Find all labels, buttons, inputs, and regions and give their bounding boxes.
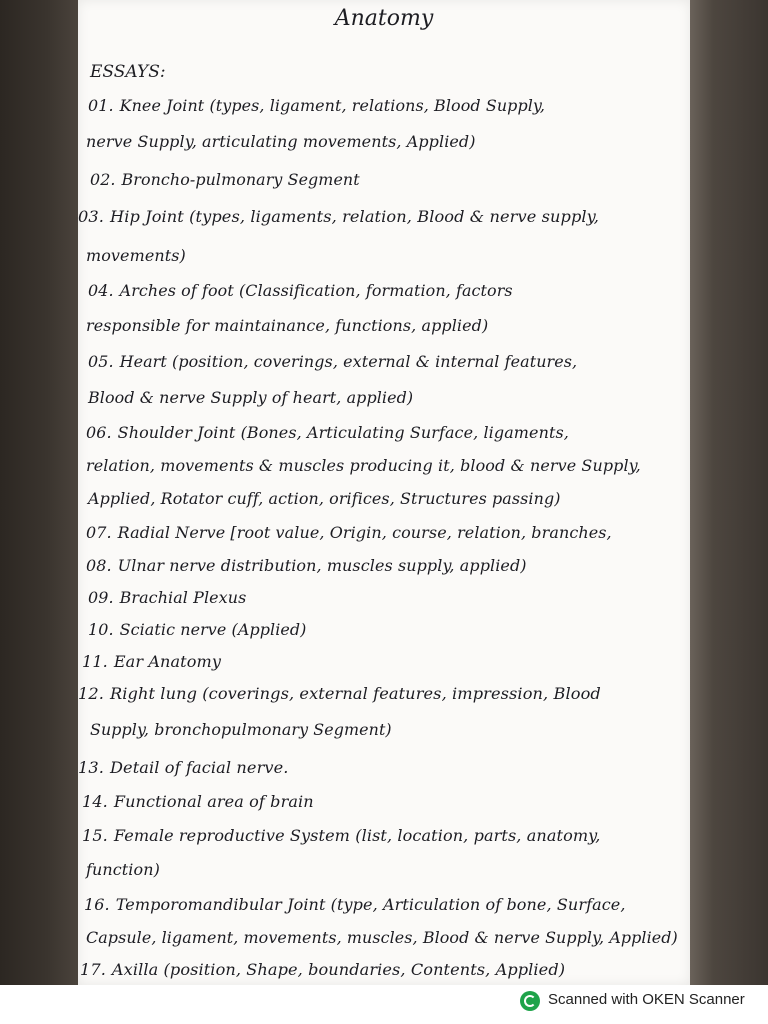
essay-line [78,456,698,475]
essay-number: 01. [88,96,114,115]
essay-text: Shoulder Joint (Bones, Articulating Surface, ligaments, [117,423,569,442]
essay-text: Ulnar nerve distribution, muscles supply, applied) [117,556,527,575]
essay-line [78,556,698,575]
essay-number: 02. [90,170,116,189]
essay-text: Axilla (position, Shape, boundaries, Contents, Applied) [111,960,566,979]
essay-text: Blood & nerve Supply of heart, applied) [88,388,414,407]
essay-text: Sciatic nerve (Applied) [119,620,307,639]
essay-number: 08. [86,556,112,575]
essay-text: Broncho-pulmonary Segment [121,170,360,189]
essay-line [78,758,690,777]
essay-number: 04. [88,281,114,300]
essay-line [78,860,698,879]
essay-number: 14. [82,792,108,811]
essay-text: Supply, bronchopulmonary Segment) [90,720,392,739]
essay-line [78,281,700,300]
essay-line [78,96,700,115]
essay-line [78,895,696,914]
essay-number: 03. [78,207,104,226]
essay-text: Brachial Plexus [119,588,247,607]
essay-line [78,170,702,189]
essay-number: 05. [88,352,114,371]
essay-text: Capsule, ligament, movements, muscles, Blood & nerve Supply, Applied) [86,928,678,947]
scanner-watermark-text: Scanned with OKEN Scanner [548,991,745,1008]
essays-heading: ESSAYS: [90,62,166,82]
essay-line [78,620,700,639]
essay-number: 15. [82,826,108,845]
essay-line [78,792,694,811]
essay-number: 17. [80,960,106,979]
essay-text: Functional area of brain [113,792,314,811]
photo-background-right [690,0,768,985]
essay-line [78,246,698,265]
essay-text: Knee Joint (types, ligament, relations, Blood Supply, [119,96,546,115]
page-title: Anatomy [334,6,434,31]
essay-text: Heart (position, coverings, external & internal features, [119,352,578,371]
essay-line [78,489,700,508]
essay-text: Arches of foot (Classification, formation, factors [119,281,513,300]
essay-text: responsible for maintainance, functions, applied) [86,316,489,335]
essay-text: Female reproductive System (list, location, parts, anatomy, [113,826,601,845]
essay-text: nerve Supply, articulating movements, Applied) [86,132,476,151]
essay-line [78,720,702,739]
essay-line [78,652,694,671]
essay-text: Hip Joint (types, ligaments, relation, Blood & nerve supply, [110,207,599,226]
essay-line [78,423,698,442]
essay-text: Applied, Rotator cuff, action, orifices, Structures passing) [88,489,561,508]
essay-line [78,684,690,703]
essay-number: 07. [86,523,112,542]
essay-number: 11. [82,652,108,671]
essay-text: Radial Nerve [root value, Origin, course, relation, branches, [117,523,612,542]
essay-line [78,316,698,335]
essay-line [78,826,694,845]
essay-line [78,388,700,407]
essay-text: Temporomandibular Joint (type, Articulation of bone, Surface, [115,895,626,914]
essay-number: 09. [88,588,114,607]
essay-text: Right lung (coverings, external features, impression, Blood [110,684,601,703]
essay-line [78,132,698,151]
photo-background-left [0,0,78,985]
essay-line [78,523,698,542]
essay-number: 12. [78,684,104,703]
essay-number: 06. [86,423,112,442]
essay-number: 16. [84,895,110,914]
essay-number: 10. [88,620,114,639]
essay-text: function) [86,860,160,879]
essay-line [78,352,700,371]
essay-number: 13. [78,758,104,777]
essay-text: movements) [86,246,186,265]
essay-line [78,588,700,607]
essay-line [78,960,692,979]
essay-text: Detail of facial nerve. [110,758,289,777]
essay-text: Ear Anatomy [113,652,221,671]
oken-scanner-logo-icon [520,991,540,1011]
essay-line [78,207,690,226]
essay-line [78,928,698,947]
essay-text: relation, movements & muscles producing it, blood & nerve Supply, [86,456,641,475]
handwritten-page [78,0,690,985]
